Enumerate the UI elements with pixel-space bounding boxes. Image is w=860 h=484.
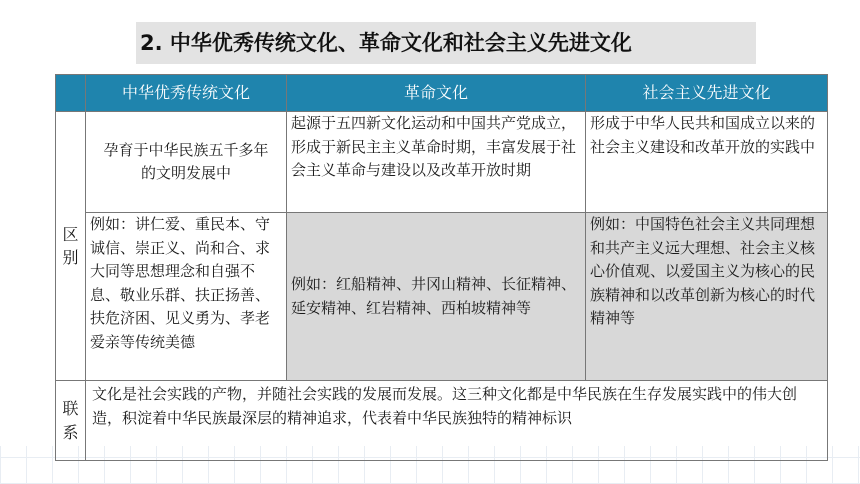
origin-row [56,112,828,213]
examples-socialist: 例如：中国特色社会主义共同理想和共产主义远大理想、社会主义核心价值观、以爱国主义为核心的民族精神和以改革创新为核心的时代精神等 [586,213,828,381]
header-row [56,75,828,112]
header-corner [56,75,86,112]
examples-traditional: 例如：讲仁爱、重民本、守诚信、崇正义、尚和合、求大同等思想理念和自强不息、敬业乐群、扶正扬善、扶危济困、见义勇为、孝老爱亲等传统美德 [86,213,287,381]
row-label-difference: 区 别 [56,112,86,381]
culture-comparison-table [55,74,828,461]
row-label-link: 联 系 [56,381,86,461]
link-description: 文化是社会实践的产物，并随社会实践的发展而发展。这三种文化都是中华民族在生存发展实践中的伟大创造，积淀着中华民族最深层的精神追求，代表着中华民族独特的精神标识 [86,381,828,461]
link-row [56,381,828,461]
examples-row [56,213,828,381]
header-socialist-culture: 社会主义先进文化 [586,75,828,112]
header-revolutionary-culture: 革命文化 [287,75,586,112]
header-traditional-culture: 中华优秀传统文化 [86,75,287,112]
origin-traditional: 孕育于中华民族五千多年的文明发展中 [86,112,287,213]
origin-socialist: 形成于中华人民共和国成立以来的社会主义建设和改革开放的实践中 [586,112,828,213]
origin-revolutionary: 起源于五四新文化运动和中国共产党成立，形成于新民主主义革命时期，丰富发展于社会主义革命与建设以及改革开放时期 [287,112,586,213]
examples-revolutionary: 例如：红船精神、井冈山精神、长征精神、延安精神、红岩精神、西柏坡精神等 [287,213,586,381]
page-title: 2. 中华优秀传统文化、革命文化和社会主义先进文化 [140,31,632,55]
